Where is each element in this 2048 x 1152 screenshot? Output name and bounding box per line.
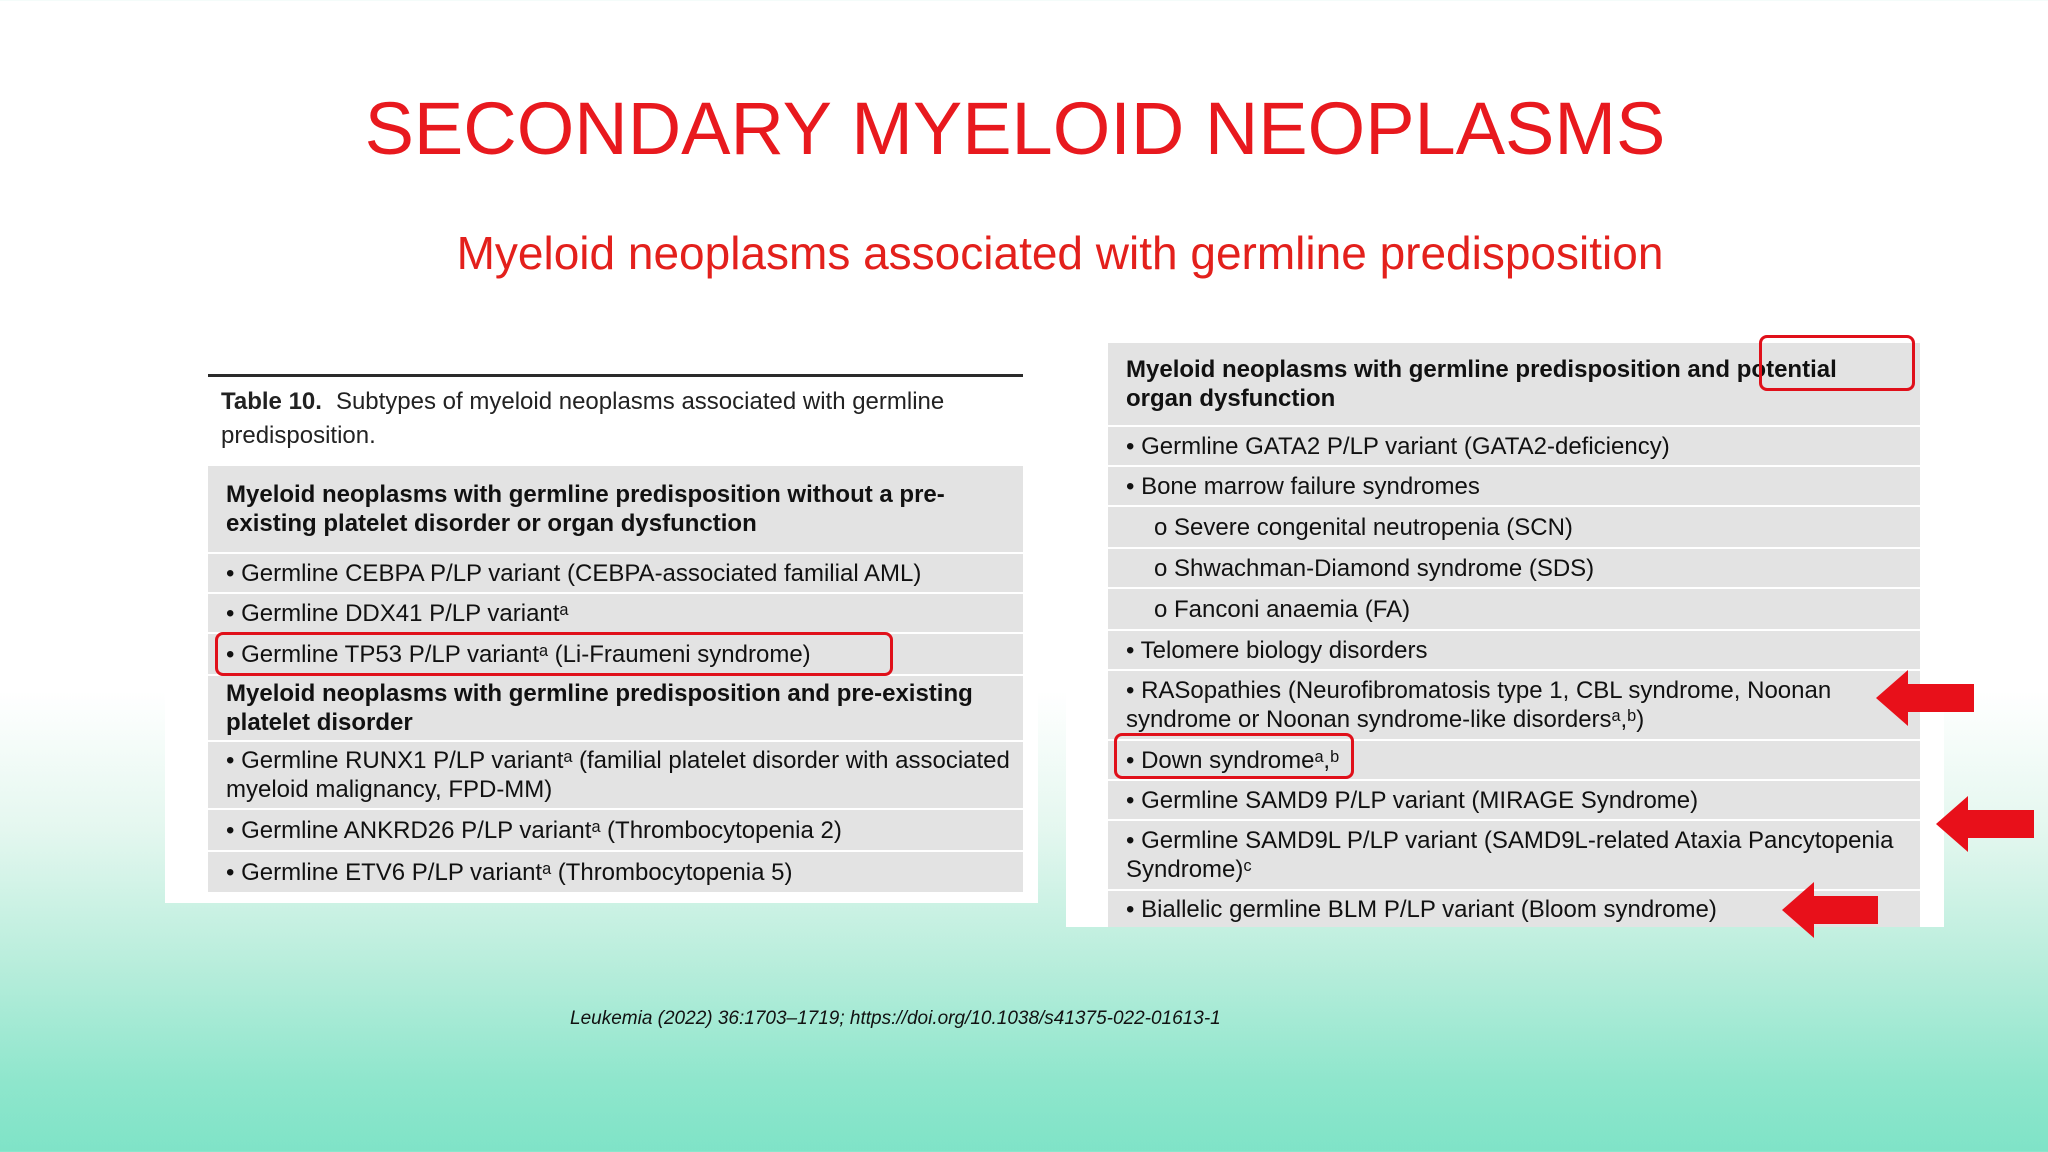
- row-text: • Germline ETV6 P/LP variantᵃ (Thrombocytopenia 5): [226, 858, 793, 886]
- row-text: • Bone marrow failure syndromes: [1126, 472, 1480, 500]
- table-top-rule: [208, 374, 1023, 377]
- table-row: [208, 676, 1023, 740]
- table-row: [1108, 631, 1920, 669]
- row-text: • Germline SAMD9L P/LP variant (SAMD9L-related Ataxia Pancytopenia Syndrome)ᶜ: [1126, 827, 1894, 883]
- table-row: [1108, 671, 1920, 739]
- highlight-box-tp53: [215, 632, 893, 676]
- table-caption: [221, 385, 1001, 453]
- row-text: Myeloid neoplasms with germline predisposition and potential organ dysfunction: [1126, 356, 1837, 412]
- arrow-left-icon: [1876, 670, 1974, 726]
- table-row: [208, 810, 1023, 850]
- table-row: [1108, 549, 1920, 587]
- table-row: [1108, 589, 1920, 629]
- table-row: [208, 554, 1023, 592]
- table-row: [208, 852, 1023, 892]
- table-row: [1108, 507, 1920, 547]
- table-row: [208, 466, 1023, 552]
- slide-subtitle: Myeloid neoplasms associated with germline predisposition: [456, 227, 1664, 279]
- row-text: • Germline TP53 P/LP variantᵃ (Li-Fraumeni syndrome): [226, 640, 811, 668]
- row-text: • Biallelic germline BLM P/LP variant (Bloom syndrome): [1126, 895, 1717, 923]
- highlight-box-down-syndrome: [1114, 733, 1354, 779]
- row-text: Myeloid neoplasms with germline predisposition and pre-existing platelet disorder: [226, 680, 973, 736]
- row-text: o Severe congenital neutropenia (SCN): [1154, 513, 1573, 541]
- table-row: [1108, 467, 1920, 505]
- citation: Leukemia (2022) 36:1703–1719; https://doi.org/10.1038/s41375-022-01613-1: [570, 1008, 1221, 1029]
- row-text: o Shwachman-Diamond syndrome (SDS): [1154, 554, 1595, 582]
- table-row: [208, 594, 1023, 632]
- row-text: • RASopathies (Neurofibromatosis type 1, CBL syndrome, Noonan syndrome or Noonan syndrome-like disordersᵃ,ᵇ): [1126, 677, 1832, 733]
- table-row: [208, 742, 1023, 808]
- table-row: [1108, 781, 1920, 819]
- row-text: • Germline CEBPA P/LP variant (CEBPA-associated familial AML): [226, 559, 922, 587]
- row-text: • Down syndromeᵃ,ᵇ: [1126, 746, 1340, 774]
- row-text: • Germline DDX41 P/LP variantᵃ: [226, 599, 569, 627]
- slide-title: SECONDARY MYELOID NEOPLASMS: [364, 87, 1666, 170]
- left-table-panel: [165, 360, 1038, 903]
- arrow-left-icon: [1782, 882, 1878, 938]
- table-caption-label: Table 10.: [221, 388, 322, 415]
- row-text: • Germline SAMD9 P/LP variant (MIRAGE Syndrome): [1126, 786, 1699, 814]
- table-row: [1108, 427, 1920, 465]
- arrow-left-icon: [1936, 796, 2034, 852]
- row-text: • Germline RUNX1 P/LP variantᵃ (familial platelet disorder with associated myeloid malignancy, FPD-MM): [226, 747, 1010, 803]
- row-text: • Germline GATA2 P/LP variant (GATA2-deficiency): [1126, 432, 1670, 460]
- row-text: o Fanconi anaemia (FA): [1154, 595, 1411, 623]
- row-text: • Telomere biology disorders: [1126, 636, 1428, 664]
- right-table-panel: [1066, 333, 1944, 927]
- row-text: • Germline ANKRD26 P/LP variantᵃ (Thrombocytopenia 2): [226, 816, 842, 844]
- table-caption-text: Subtypes of myeloid neoplasms associated with germline predisposition.: [221, 388, 945, 449]
- highlight-box-potential: [1759, 335, 1915, 391]
- table-row: [1108, 821, 1920, 889]
- row-text: Myeloid neoplasms with germline predisposition without a pre-existing platelet disorder or organ dysfunction: [226, 481, 945, 537]
